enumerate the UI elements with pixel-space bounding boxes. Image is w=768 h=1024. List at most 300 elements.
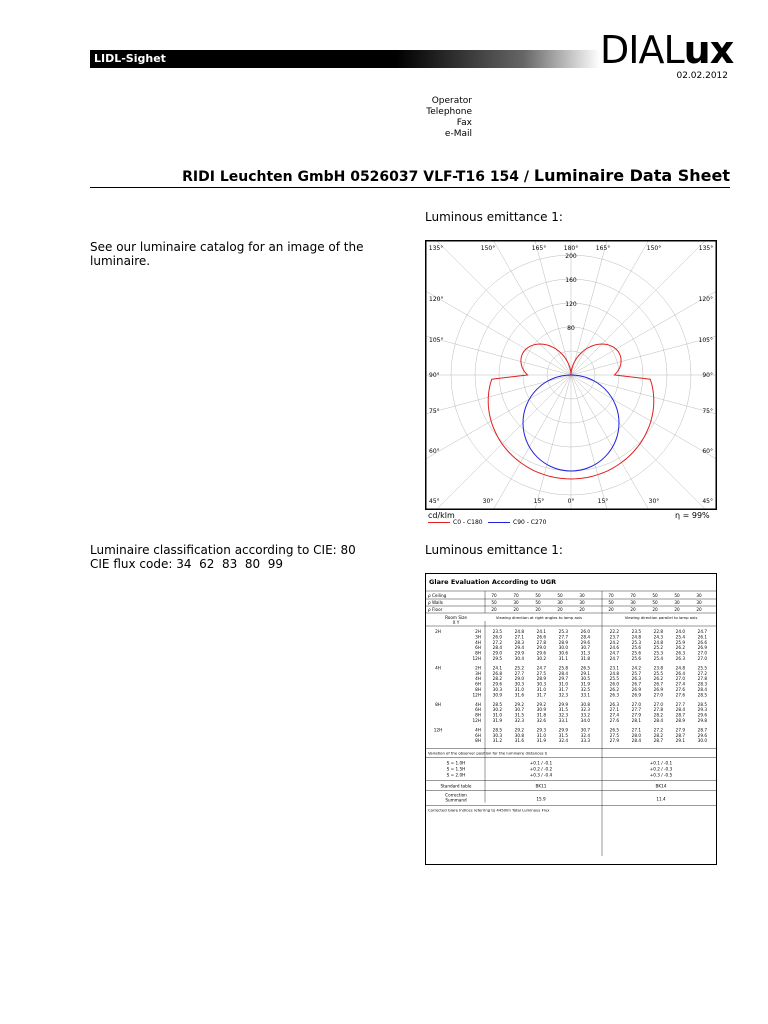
ugr-value: 31.9 [536, 738, 546, 744]
reflectance-value: 20 [579, 607, 585, 612]
xy-label: X Y [452, 620, 460, 625]
ugr-value: 25.7 [631, 670, 641, 676]
room-y: 2H [475, 665, 481, 671]
right-angle-label: 105° [698, 337, 713, 344]
reflectance-value: 50 [652, 600, 658, 605]
ugr-value: 26.3 [631, 676, 641, 682]
ugr-value: 31.9 [492, 718, 502, 723]
ugr-value: 28.9 [558, 639, 568, 645]
reflectance-value: 70 [630, 593, 636, 598]
ugr-value: 31.5 [514, 712, 524, 718]
ugr-value: 28.5 [697, 692, 707, 698]
right-angle-label: 45° [702, 498, 713, 505]
ugr-value: 26.3 [609, 701, 619, 707]
ugr-value: 30.7 [514, 707, 524, 713]
ugr-value: 25.3 [558, 629, 568, 634]
top-angle-label: 165° [595, 245, 611, 252]
ugr-value: 25.4 [675, 634, 685, 640]
contact-email: e-Mail [444, 129, 472, 139]
ugr-value: 29.0 [514, 676, 524, 682]
ugr-value: 24.7 [609, 650, 619, 656]
ugr-value: 27.9 [609, 738, 619, 744]
ugr-value: 24.1 [536, 629, 546, 634]
reflectance-value: 50 [491, 600, 497, 605]
ugr-value: 28.4 [558, 670, 568, 676]
title-main: Luminaire Data Sheet [533, 166, 730, 185]
variation-right: +0.3 / -0.5 [649, 772, 673, 778]
ugr-value: 26.2 [653, 676, 663, 682]
ugr-value: 26.9 [697, 645, 707, 651]
ugr-value: 28.5 [697, 701, 707, 707]
ugr-value: 27.4 [609, 712, 619, 718]
ugr-value: 31.0 [536, 687, 546, 692]
top-angle-label: 150° [480, 245, 496, 252]
right-angle-label: 90° [702, 372, 713, 379]
ugr-value: 27.0 [653, 692, 663, 698]
ugr-value: 29.7 [558, 676, 568, 682]
ugr-value: 29.2 [536, 701, 546, 707]
title-prefix: RIDI Leuchten GmbH 0526037 VLF-T16 154 / [182, 169, 534, 185]
ugr-value: 23.8 [653, 665, 663, 671]
ugr-value: 31.3 [580, 650, 590, 656]
ugr-value: 31.0 [536, 732, 546, 738]
ugr-value: 27.1 [631, 727, 641, 733]
ugr-value: 31.9 [580, 681, 590, 687]
ugr-value: 25.2 [514, 665, 524, 671]
dialux-logo: DIALux [600, 28, 734, 72]
room-y: 6H [475, 645, 481, 651]
ugr-value: 31.5 [558, 707, 568, 713]
ugr-value: 29.3 [697, 707, 707, 713]
header-bar [90, 50, 600, 68]
variation-distance: S = 2.0H [446, 772, 466, 778]
ugr-value: 30.8 [580, 701, 590, 707]
ugr-value: 29.0 [536, 645, 546, 651]
ring-label: 160 [565, 277, 577, 284]
ugr-value: 23.1 [609, 665, 619, 671]
ugr-value: 32.6 [536, 718, 546, 723]
ugr-value: 27.9 [631, 712, 641, 718]
ugr-value: 32.4 [580, 732, 590, 738]
ugr-value: 32.3 [580, 707, 590, 713]
ugr-value: 26.0 [580, 629, 590, 634]
ugr-value: 28.7 [697, 727, 707, 733]
ugr-value: 25.6 [631, 650, 641, 656]
ugr-value: 29.6 [697, 732, 707, 738]
image-note: See our luminaire catalog for an image of the luminaire. [90, 240, 364, 268]
room-x: 4H [435, 665, 441, 671]
reflectance-value: 20 [696, 607, 702, 612]
ugr-value: 24.7 [697, 629, 707, 634]
ugr-value: 30.9 [492, 692, 502, 698]
ugr-value: 33.1 [558, 718, 568, 723]
ugr-value: 25.4 [653, 656, 663, 661]
ugr-value: 33.2 [580, 712, 590, 718]
ugr-value: 28.2 [653, 732, 663, 738]
ugr-value: 27.0 [631, 701, 641, 707]
ugr-value: 28.4 [675, 707, 685, 713]
ugr-value: 29.6 [697, 712, 707, 718]
room-y: 12H [472, 656, 481, 661]
room-y: 8H [475, 738, 481, 744]
ugr-value: 27.0 [697, 656, 707, 661]
room-x: 12H [433, 727, 443, 733]
ugr-value: 27.5 [609, 732, 619, 738]
room-y: 8H [475, 650, 481, 656]
bottom-angle-label: 0° [567, 498, 575, 505]
contact-fax: Fax [456, 118, 472, 128]
ugr-value: 27.7 [631, 707, 641, 713]
ugr-value: 30.3 [492, 732, 502, 738]
ugr-value: 28.7 [675, 732, 685, 738]
ugr-value: 31.2 [492, 738, 502, 744]
ugr-value: 27.4 [675, 681, 685, 687]
ugr-value: 28.4 [697, 687, 707, 692]
ugr-value: 29.9 [558, 701, 568, 707]
room-y: 2H [475, 629, 481, 634]
ugr-value: 28.2 [653, 712, 663, 718]
ugr-value: 32.4 [558, 738, 568, 744]
ugr-value: 26.6 [536, 634, 546, 640]
ring-label: 200 [565, 253, 577, 260]
variation-left: +0.2 / -0.2 [529, 766, 553, 772]
classification: Luminaire classification according to CIE: 80 [90, 543, 356, 557]
polar-unit: cd/klm [428, 511, 455, 520]
ugr-value: 28.4 [492, 645, 502, 651]
ugr-value: 31.7 [536, 692, 546, 698]
room-y: 4H [475, 676, 481, 682]
ugr-value: 30.6 [558, 650, 568, 656]
ugr-value: 29.6 [492, 681, 502, 687]
ugr-value: 29.0 [492, 650, 502, 656]
polar-diagram [425, 240, 717, 510]
ugr-value: 27.7 [675, 701, 685, 707]
left-angle-label: 60° [429, 448, 440, 455]
left-angle-label: 105° [429, 337, 444, 344]
ugr-value: 27.5 [536, 670, 546, 676]
ugr-value: 29.4 [514, 645, 524, 651]
ugr-value: 32.3 [514, 718, 524, 723]
left-angle-label: 90° [429, 372, 440, 379]
reflectance-value: 30 [630, 600, 636, 605]
right-angle-label: 60° [702, 448, 713, 455]
ugr-value: 24.7 [609, 656, 619, 661]
reflectance-value: 20 [674, 607, 680, 612]
ugr-value: 29.1 [580, 670, 590, 676]
ugr-value: 30.4 [514, 656, 524, 661]
ugr-value: 31.8 [536, 712, 546, 718]
ugr-value: 25.3 [653, 650, 663, 656]
ugr-value: 28.4 [631, 738, 641, 744]
ugr-value: 30.3 [536, 681, 546, 687]
bottom-angle-label: 15° [533, 498, 545, 505]
title-rule [90, 187, 730, 188]
ugr-value: 28.3 [514, 639, 524, 645]
bottom-angle-label: 30° [482, 498, 494, 505]
ugr-value: 30.7 [580, 645, 590, 651]
reflectance-value: 70 [491, 593, 497, 598]
ugr-value: 25.5 [697, 665, 707, 671]
ugr-value: 28.4 [653, 718, 663, 723]
standard-table-right: BK14 [655, 783, 667, 789]
room-x: 8H [435, 701, 441, 707]
room-y: 6H [475, 707, 481, 713]
ugr-value: 31.5 [558, 732, 568, 738]
correction-label: Summand [445, 797, 467, 803]
ugr-value: 26.4 [675, 670, 685, 676]
ugr-value: 27.2 [653, 727, 663, 733]
ugr-value: 23.5 [631, 629, 641, 634]
ugr-value: 28.9 [536, 676, 546, 682]
bottom-angle-label: 15° [597, 498, 609, 505]
room-y: 6H [475, 732, 481, 738]
ugr-value: 29.6 [580, 639, 590, 645]
ugr-value: 26.6 [697, 639, 707, 645]
ugr-value: 27.7 [514, 670, 524, 676]
ugr-value: 24.8 [514, 629, 524, 634]
ugr-value: 27.2 [697, 670, 707, 676]
ugr-value: 31.1 [558, 656, 568, 661]
room-y: 8H [475, 687, 481, 692]
ugr-value: 26.3 [675, 650, 685, 656]
reflectance-value: 20 [557, 607, 563, 612]
reflectance-value: 30 [696, 600, 702, 605]
reflectance-value: 50 [652, 593, 658, 598]
ugr-value: 26.9 [631, 692, 641, 698]
ugr-value: 27.1 [514, 634, 524, 640]
right-angle-label: 75° [702, 408, 713, 415]
reflectance-value: 50 [674, 593, 680, 598]
variation-right: +0.2 / -0.3 [649, 766, 673, 772]
correction-label: Correction [445, 792, 467, 798]
ugr-value: 24.2 [631, 665, 641, 671]
ugr-value: 30.2 [492, 707, 502, 713]
top-angle-label: 180° [563, 245, 579, 252]
right-angle-label: 120° [698, 296, 713, 303]
reflectance-value: 70 [513, 593, 519, 598]
correction-left: 15.9 [536, 796, 546, 802]
room-y: 4H [475, 639, 481, 645]
variation-title: Variation of the observer position for the luminaire distances S [428, 750, 548, 756]
ugr-value: 26.0 [492, 634, 502, 640]
ugr-value: 25.5 [653, 670, 663, 676]
ugr-value: 30.0 [558, 645, 568, 651]
dir1-label: Viewing direction at right angles to lamp axis [495, 615, 583, 620]
ugr-value: 26.3 [675, 656, 685, 661]
ugr-value: 24.0 [675, 629, 685, 634]
ugr-value: 29.5 [492, 656, 502, 661]
top-angle-label: 150° [646, 245, 662, 252]
variation-distance: S = 1.5H [446, 766, 466, 772]
emittance-label-1: Luminous emittance 1: [425, 210, 563, 224]
ugr-value: 27.6 [675, 687, 685, 692]
ugr-value: 28.1 [631, 718, 641, 723]
reflectance-value: 30 [579, 600, 585, 605]
ugr-value: 26.5 [609, 727, 619, 733]
ugr-value: 28.7 [675, 712, 685, 718]
ugr-value: 29.2 [514, 701, 524, 707]
ugr-value: 30.5 [580, 676, 590, 682]
room-y: 8H [475, 712, 481, 718]
ugr-value: 27.2 [492, 639, 502, 645]
ugr-footer: Corrected Glare Indices referring to 4450lm Total Luminous Flux [428, 807, 550, 813]
ugr-value: 24.8 [675, 665, 685, 671]
ugr-value: 30.9 [536, 707, 546, 713]
ugr-value: 27.6 [609, 718, 619, 723]
ugr-value: 29.3 [536, 727, 546, 733]
ugr-value: 25.6 [631, 645, 641, 651]
ugr-value: 30.3 [492, 687, 502, 692]
reflectance-value: 30 [579, 593, 585, 598]
project-title: LIDL-Sighet [94, 52, 166, 65]
reflectance-value: 50 [535, 593, 541, 598]
ugr-value: 25.8 [558, 665, 568, 671]
ugr-value: 31.8 [580, 656, 590, 661]
ugr-value: 24.3 [653, 634, 663, 640]
ugr-value: 25.3 [631, 639, 641, 645]
room-y: 12H [472, 718, 481, 723]
reflectance-value: 20 [491, 607, 497, 612]
room-size-label: Room Size [445, 615, 467, 620]
reflectance-value: 30 [696, 593, 702, 598]
correction-right: 11.4 [656, 796, 666, 802]
ugr-value: 27.7 [558, 634, 568, 640]
reflectance-label: ρ Ceiling [428, 593, 447, 598]
reflectance-value: 20 [535, 607, 541, 612]
ugr-value: 26.0 [609, 681, 619, 687]
reflectance-label: ρ Floor [428, 607, 443, 612]
ugr-value: 32.5 [580, 687, 590, 692]
ugr-value: 28.5 [492, 701, 502, 707]
ugr-value: 24.7 [536, 665, 546, 671]
ugr-value: 30.7 [580, 727, 590, 733]
ugr-value: 34.0 [580, 718, 590, 723]
reflectance-value: 50 [557, 593, 563, 598]
ugr-value: 28.7 [653, 738, 663, 744]
ugr-value: 27.0 [675, 676, 685, 682]
contact-telephone: Telephone [426, 107, 472, 117]
ugr-value: 24.6 [609, 645, 619, 651]
ugr-value: 31.7 [558, 687, 568, 692]
ugr-value: 31.6 [514, 692, 524, 698]
ugr-value: 30.3 [514, 681, 524, 687]
ugr-value: 28.9 [675, 718, 685, 723]
ugr-value: 28.3 [697, 681, 707, 687]
ugr-value: 30.0 [697, 738, 707, 744]
ugr-value: 25.6 [631, 656, 641, 661]
ugr-table [425, 573, 717, 865]
left-angle-label: 120° [429, 296, 444, 303]
top-angle-label: 165° [531, 245, 547, 252]
ugr-value: 24.1 [492, 665, 502, 671]
standard-table-left: BK11 [535, 783, 547, 789]
room-x: 2H [435, 629, 441, 634]
ugr-value: 27.8 [653, 707, 663, 713]
ugr-value: 27.8 [536, 639, 546, 645]
left-angle-label: 75° [429, 408, 440, 415]
ugr-value: 25.9 [675, 639, 685, 645]
ugr-value: 27.0 [697, 650, 707, 656]
reflectance-value: 20 [652, 607, 658, 612]
ugr-value: 22.2 [609, 629, 619, 634]
ugr-value: 29.6 [536, 650, 546, 656]
ugr-value: 27.1 [609, 707, 619, 713]
ugr-value: 25.5 [609, 676, 619, 682]
room-y: 3H [475, 670, 481, 676]
room-y: 4H [475, 727, 481, 733]
ugr-title: Glare Evaluation According to UGR [429, 578, 557, 586]
variation-distance: S = 1.0H [446, 760, 466, 766]
reflectance-label: ρ Walls [428, 600, 443, 605]
ugr-value: 33.3 [580, 738, 590, 744]
efficiency: η = 99% [675, 511, 710, 520]
ugr-value: 24.8 [609, 670, 619, 676]
ugr-value: 32.3 [558, 692, 568, 698]
flux-code: CIE flux code: 34 62 83 80 99 [90, 557, 284, 571]
reflectance-value: 50 [608, 600, 614, 605]
ugr-value: 22.8 [653, 629, 663, 634]
ugr-value: 26.3 [609, 692, 619, 698]
ugr-value: 27.8 [697, 676, 707, 682]
top-angle-label: 135° [698, 245, 714, 252]
ugr-value: 28.5 [492, 727, 502, 733]
room-y: 12H [472, 692, 481, 698]
ugr-value: 31.6 [514, 738, 524, 744]
ugr-value: 31.0 [558, 681, 568, 687]
room-y: 6H [475, 681, 481, 687]
ugr-value: 26.7 [631, 681, 641, 687]
ugr-value: 31.0 [492, 712, 502, 718]
ugr-value: 29.1 [675, 738, 685, 744]
ugr-value: 26.1 [697, 634, 707, 640]
reflectance-value: 30 [557, 600, 563, 605]
bottom-angle-label: 30° [648, 498, 660, 505]
legend-c0: C0 - C180 [428, 519, 483, 526]
reflectance-value: 50 [535, 600, 541, 605]
emittance-label-2: Luminous emittance 1: [425, 543, 563, 557]
room-y: 3H [475, 634, 481, 640]
variation-left: +0.1 / -0.1 [529, 760, 553, 766]
ugr-value: 28.4 [580, 634, 590, 640]
legend-c90: C90 - C270 [488, 519, 546, 526]
ugr-value: 28.0 [631, 732, 641, 738]
ugr-value: 31.0 [514, 687, 524, 692]
ugr-value: 33.1 [580, 692, 590, 698]
reflectance-value: 30 [513, 600, 519, 605]
ugr-value: 24.8 [653, 639, 663, 645]
ring-label: 80 [567, 325, 575, 332]
ugr-value: 29.9 [558, 727, 568, 733]
ugr-value: 26.2 [609, 687, 619, 692]
reflectance-value: 30 [674, 600, 680, 605]
ugr-value: 23.5 [492, 629, 502, 634]
standard-table-label: Standard table [440, 783, 472, 789]
reflectance-value: 20 [608, 607, 614, 612]
ugr-value: 30.2 [536, 656, 546, 661]
ugr-value: 28.2 [492, 676, 502, 682]
ugr-value: 26.2 [675, 645, 685, 651]
reflectance-value: 70 [608, 593, 614, 598]
ugr-value: 29.8 [697, 718, 707, 723]
ugr-value: 29.2 [514, 727, 524, 733]
ugr-value: 27.9 [675, 727, 685, 733]
ugr-value: 26.9 [653, 687, 663, 692]
room-y: 4H [475, 701, 481, 707]
dir2-label: Viewing direction parallel to lamp axis [624, 615, 698, 620]
ugr-value: 26.8 [492, 670, 502, 676]
top-angle-label: 135° [428, 245, 444, 252]
ugr-value: 27.6 [675, 692, 685, 698]
